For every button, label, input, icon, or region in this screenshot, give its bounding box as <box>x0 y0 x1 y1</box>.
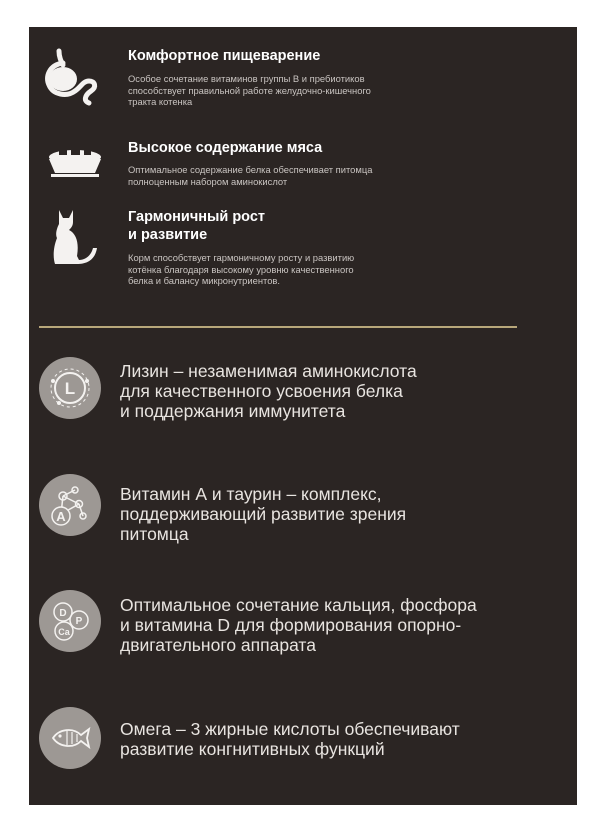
fish-omega-icon <box>39 707 101 769</box>
benefit-icon-circle <box>39 707 101 769</box>
benefit-text: Лизин – незаменимая аминокислота для качественного усвоения белка и поддержания иммунитета <box>120 361 417 421</box>
lysine-l-icon <box>39 357 101 419</box>
feature-title: Высокое содержание мяса <box>128 140 323 156</box>
minerals-dpca-icon <box>39 590 101 652</box>
benefit-text: Оптимальное сочетание кальция, фосфора и витамина D для формирования опорно- двигательного аппарата <box>120 595 477 655</box>
feature-description: Оптимальное содержание белка обеспечивает питомца полноценным набором аминокислот <box>128 164 373 187</box>
benefit-icon-circle <box>39 590 101 652</box>
vitamin-a-molecule-icon <box>39 474 101 536</box>
svg-text:Ca: Ca <box>58 627 70 637</box>
meat-bowl-icon <box>39 139 105 199</box>
feature-title: Комфортное пищеварение <box>128 48 321 64</box>
benefit-icon-circle <box>39 474 101 536</box>
svg-text:P: P <box>75 616 83 627</box>
svg-text:A: A <box>56 509 66 524</box>
digestion-stomach-icon <box>39 47 105 107</box>
svg-text:D: D <box>59 608 67 619</box>
feature-description: Особое сочетание витаминов группы В и пребиотиков способствует правильной работе желудочно-кишечного тракта котенка <box>128 73 371 107</box>
feature-title: Гармоничный рост и развитие <box>128 209 266 243</box>
cat-silhouette-icon <box>39 208 105 268</box>
benefit-icon-circle <box>39 357 101 419</box>
benefit-text: Витамин А и таурин – комплекс, поддерживающий развитие зрения питомца <box>120 484 407 544</box>
benefit-text: Омега – 3 жирные кислоты обеспечивают развитие конгнитивных функций <box>120 719 460 759</box>
divider-line <box>39 326 517 328</box>
feature-description: Корм способствует гармоничному росту и развитию котёнка благодаря высокому уровню качественного белка и балансу микронутриентов. <box>128 252 355 286</box>
svg-text:L: L <box>64 379 76 398</box>
info-panel <box>29 27 577 805</box>
